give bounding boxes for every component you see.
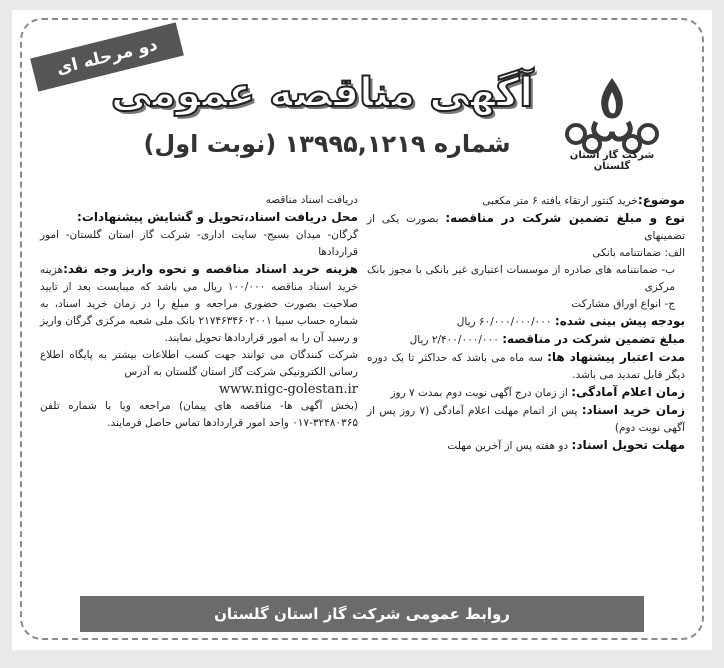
place-paragraph (40, 209, 358, 227)
budget-label: بودجه پیش بینی شده: (554, 314, 685, 328)
guarantee-option-c: ج- انواع اوراق مشارکت (571, 298, 675, 310)
footer-banner: روابط عمومی شرکت گاز استان گلستان (80, 596, 644, 632)
purchase-value: پس از اتمام مهلت اعلام آمادگی (۷ روز پس از آگهی نوبت دوم) (367, 405, 685, 434)
left-column (40, 192, 358, 432)
subject-paragraph (367, 192, 685, 210)
right-column (367, 192, 685, 455)
readiness-paragraph (367, 384, 685, 402)
budget-paragraph (367, 313, 685, 331)
receipt-line: دریافت اسناد مناقصه (265, 194, 358, 206)
amount-label: مبلغ تضمین شرکت در مناقصه: (502, 332, 685, 346)
amount-value: ۲/۴۰۰/۰۰۰/۰۰۰ ریال (409, 334, 499, 346)
guarantee-value: بصورت یکی از تضمینهای (367, 213, 685, 242)
budget-value: ۶۰/۰۰۰/۰۰۰/۰۰۰ ریال (456, 316, 552, 328)
cost-value: هزینه خرید اسناد مناقصه ۱۰۰/۰۰۰ ریال می باشد که میبایست بعد از تایید صلاحیت بصورت حضوری مراجعه و مبلغ را در زمان خرید اسناد، به شماره حساب سیبا ۲۱۷۴۶۳۴۶۰۲۰۰۱ بانک ملی شعبه مرکزی گرگان واریز و رسید آن را به امور قراردادها تحویل نمایند. (40, 264, 358, 344)
validity-paragraph (367, 349, 685, 384)
delivery-label: مهلت تحویل اسناد: (571, 438, 685, 452)
advertisement-sheet (12, 10, 712, 650)
cost-label: هزینه خرید اسناد مناقصه و نحوه واریز وجه نقد: (63, 262, 358, 276)
contact-text: (بخش آگهی ها- مناقصه های پیمان) مراجعه ویا با شماره تلفن ۳۲۴۸۰۳۶۵-۰۱۷ واحد امور قراردادها تماس حاصل فرمایند. (40, 400, 358, 429)
delivery-value: دو هفته پس از آخرین مهلت (447, 440, 569, 452)
guarantee-label: نوع و مبلغ تضمین شرکت در مناقصه: (445, 211, 685, 225)
purchase-paragraph (367, 402, 685, 437)
stage-badge: دو مرحله ای (30, 22, 184, 91)
amount-paragraph (367, 331, 685, 349)
page-title: آگهی مناقصه عمومی (110, 70, 534, 116)
subject-label: موضوع: (637, 193, 685, 207)
guarantee-option-b: ب- ضمانتنامه های صادره از موسسات اعتباری غیر بانکی با مجوز بانک مرکزی (367, 264, 675, 293)
tender-number: شماره ۱۳۹۹۵,۱۲۱۹ (نوبت اول) (143, 130, 511, 158)
guarantee-paragraph (367, 210, 685, 245)
readiness-label: زمان اعلام آمادگی: (571, 385, 685, 399)
validity-value: سه ماه می باشد که حداکثر تا یک دوره دیگر قابل تمدید می باشد. (367, 352, 685, 381)
delivery-paragraph (367, 437, 685, 455)
cost-paragraph (40, 261, 358, 347)
purchase-label: زمان خرید اسناد: (581, 403, 685, 417)
info-text: شرکت کنندگان می توانند جهت کسب اطلاعات بیشتر به پایگاه اطلاع رسانی الکترونیکی شرکت گاز استان گلستان به آدرس (40, 349, 358, 378)
place-value: گرگان- میدان بسیج- سایت اداری- شرکت گاز استان گلستان- امور قراردادها (40, 229, 358, 258)
subject-value: خرید کنتور ارتقاء یافته ۶ متر مکعبی (482, 195, 638, 207)
place-label: محل دریافت اسناد،تحویل و گشایش پیشنهادات: (77, 210, 358, 224)
readiness-value: از زمان درج آگهی نوبت دوم بمدت ۷ روز (390, 387, 568, 399)
validity-label: مدت اعتبار پیشنهاد ها: (547, 350, 685, 364)
guarantee-option-a: الف: ضمانتنامه بانکی (592, 247, 685, 259)
logo-caption: شرکت گاز استان گلستان (569, 150, 655, 172)
website-link[interactable]: www.nigc-golestan.ir (218, 382, 358, 397)
